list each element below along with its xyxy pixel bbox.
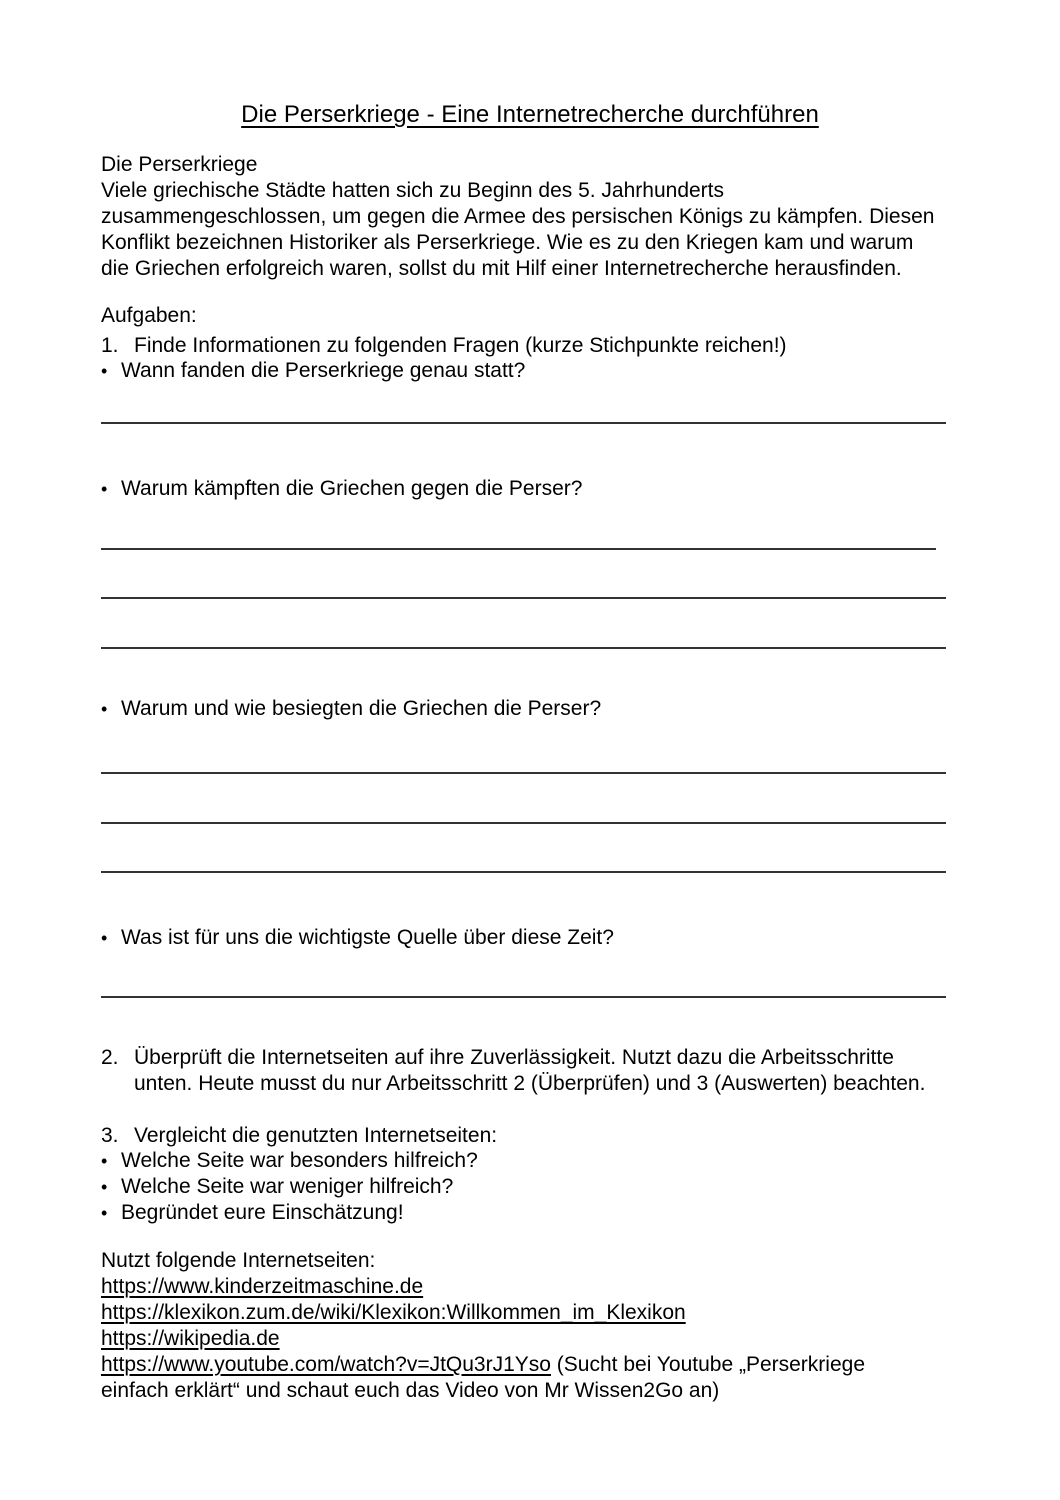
question-text: Warum kämpften die Griechen gegen die Perser? <box>121 477 583 500</box>
question-text: Was ist für uns die wichtigste Quelle über diese Zeit? <box>121 926 614 949</box>
bullet-icon: • <box>101 1151 108 1171</box>
intro-line: Viele griechische Städte hatten sich zu Beginn des 5. Jahrhunderts <box>101 179 725 202</box>
answer-line <box>101 647 946 649</box>
page-title-text: Die Perserkriege - Eine Internetrecherche durchführen <box>241 101 819 128</box>
task-number: 1. <box>101 334 119 357</box>
question-when <box>101 358 983 384</box>
bullet-icon: • <box>101 479 108 499</box>
link-kinderzeitmaschine[interactable]: https://www.kinderzeitmaschine.de <box>101 1275 424 1298</box>
task-number: 3. <box>101 1124 119 1147</box>
answer-line <box>101 822 946 824</box>
answer-line <box>101 996 946 998</box>
task-number: 2. <box>101 1046 119 1069</box>
list-item <box>101 1200 963 1226</box>
list-item-text: Welche Seite war besonders hilfreich? <box>121 1149 478 1172</box>
task-text: Finde Informationen zu folgenden Fragen (kurze Stichpunkte reichen!) <box>134 334 787 357</box>
bullet-icon: • <box>101 1177 108 1197</box>
question-why-fought <box>101 476 983 502</box>
list-item-text: Begründet eure Einschätzung! <box>121 1201 404 1224</box>
link-youtube[interactable]: https://www.youtube.com/watch?v=JtQu3rJ1Yso <box>101 1353 551 1376</box>
task-text: Überprüft die Internetseiten auf ihre Zuverlässigkeit. Nutzt dazu die Arbeitsschritte <box>134 1046 894 1069</box>
question-how-won <box>101 696 983 722</box>
intro-line: die Griechen erfolgreich waren, sollst du mit Hilf einer Internetrecherche herausfinden. <box>101 257 902 280</box>
link-wikipedia[interactable]: https://wikipedia.de <box>101 1327 280 1350</box>
page-title <box>0 100 1060 130</box>
list-item-text: Welche Seite war weniger hilfreich? <box>121 1175 454 1198</box>
bullet-icon: • <box>101 1203 108 1223</box>
bullet-icon: • <box>101 361 108 381</box>
bullet-icon: • <box>101 928 108 948</box>
list-item <box>101 1174 963 1200</box>
answer-line <box>101 548 936 550</box>
intro-heading: Die Perserkriege <box>101 153 258 176</box>
question-text: Warum und wie besiegten die Griechen die Perser? <box>121 697 602 720</box>
youtube-note: (Sucht bei Youtube „Perserkriege <box>550 1353 865 1376</box>
youtube-note: einfach erklärt“ und schaut euch das Video von Mr Wissen2Go an) <box>101 1379 720 1402</box>
task-text: Vergleicht die genutzten Internetseiten: <box>134 1124 498 1147</box>
answer-line <box>101 597 946 599</box>
task-text: unten. Heute musst du nur Arbeitsschritt 2 (Überprüfen) und 3 (Auswerten) beachten. <box>134 1072 926 1095</box>
task-item-1 <box>101 333 996 359</box>
task-item-3 <box>101 1123 996 1149</box>
answer-line <box>101 871 946 873</box>
comparison-list <box>101 1148 963 1226</box>
question-text: Wann fanden die Perserkriege genau statt? <box>121 359 526 382</box>
tasks-heading: Aufgaben: <box>101 304 197 327</box>
intro-line: zusammengeschlossen, um gegen die Armee des persischen Königs zu kämpfen. Diesen <box>101 205 935 228</box>
answer-line <box>101 422 946 424</box>
task-item-2 <box>101 1045 996 1097</box>
intro-section <box>101 152 963 282</box>
link-klexikon[interactable]: https://klexikon.zum.de/wiki/Klexikon:Willkommen_im_Klexikon <box>101 1301 686 1324</box>
resources-section <box>101 1248 963 1404</box>
answer-line <box>101 772 946 774</box>
bullet-icon: • <box>101 699 108 719</box>
intro-line: Konflikt bezeichnen Historiker als Perserkriege. Wie es zu den Kriegen kam und warum <box>101 231 914 254</box>
list-item <box>101 1148 963 1174</box>
question-source <box>101 925 983 951</box>
resources-heading: Nutzt folgende Internetseiten: <box>101 1249 376 1272</box>
